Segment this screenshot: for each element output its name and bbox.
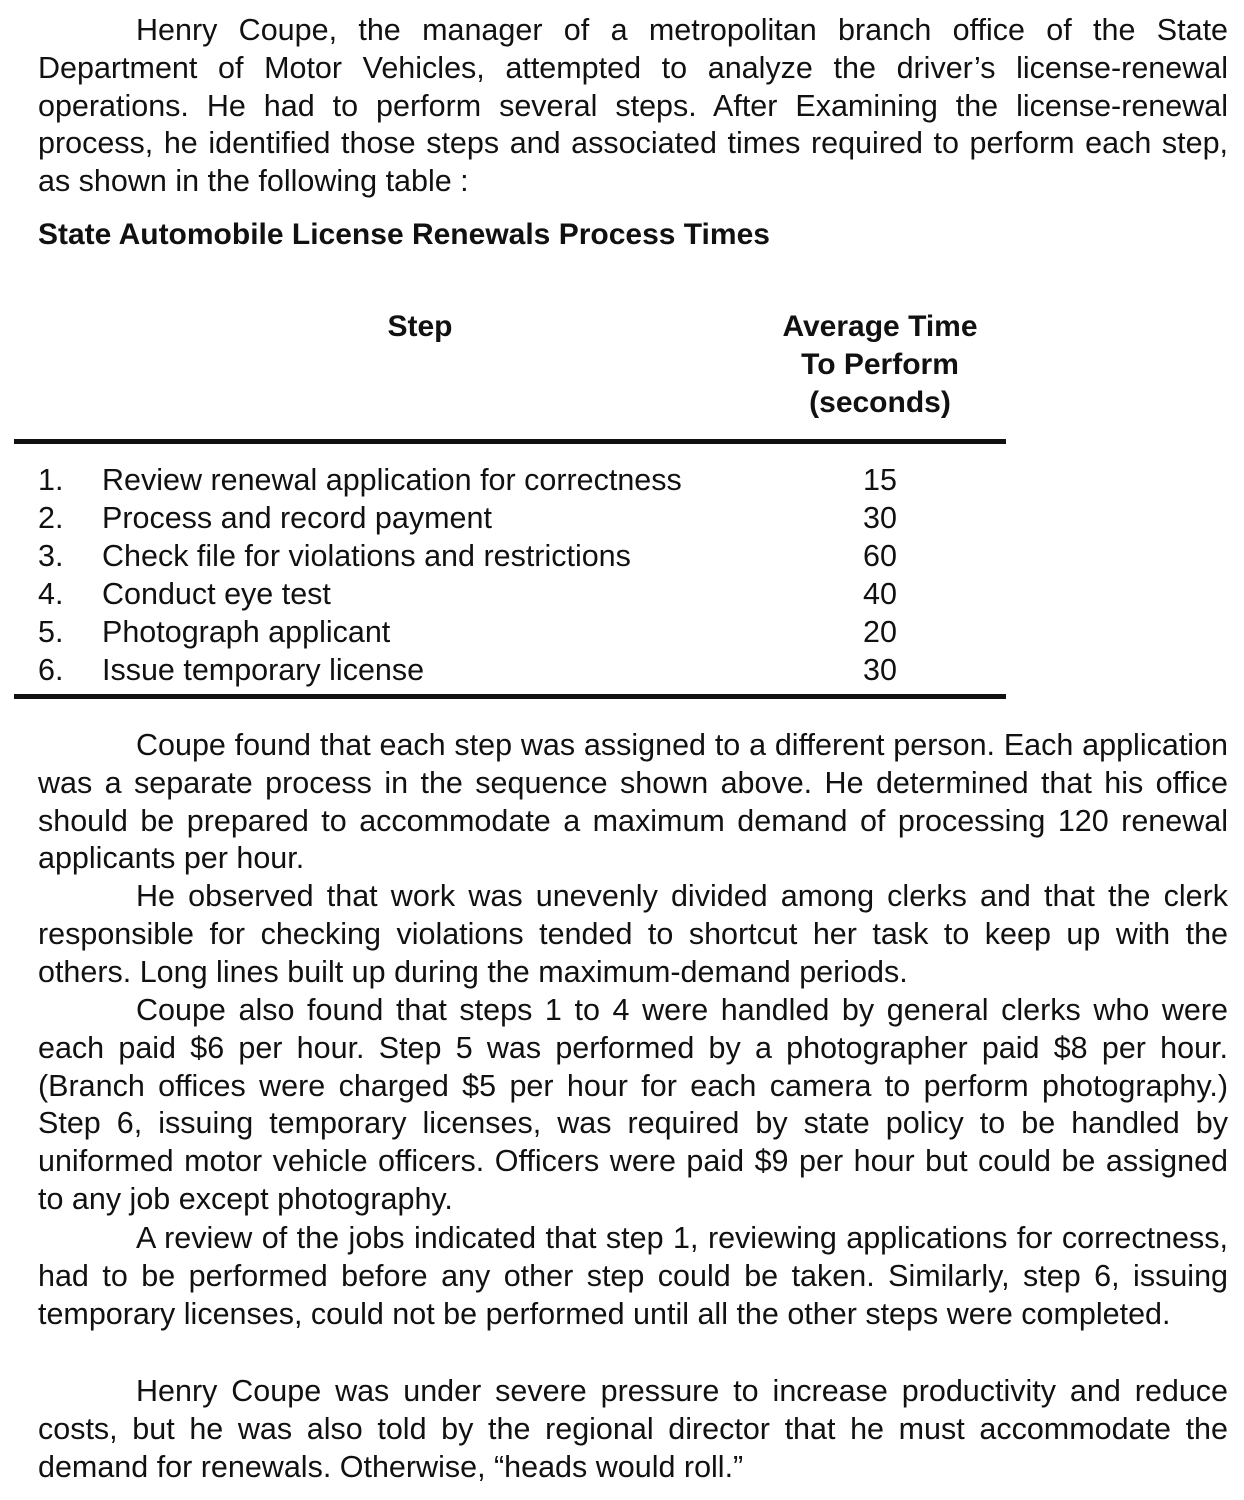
table-row <box>38 499 998 537</box>
body-paragraph-2: He observed that work was unevenly divided among clerks and that the clerk responsible for checking violations tended to shortcut her task to keep up with the others. Long lines built up during the maximum-demand periods. <box>38 879 1228 989</box>
table-bottom-rule <box>14 694 1006 699</box>
row-step-label: Photograph applicant <box>102 615 391 649</box>
table-row <box>38 461 998 499</box>
body-paragraph-4: A review of the jobs indicated that step 1, reviewing applications for correctness, had to be performed before any other step could be taken. Similarly, step 6, issuing temporary licenses, could not be performed until all the other steps were completed. <box>38 1221 1228 1331</box>
row-number: 5. <box>38 615 64 649</box>
row-time-value: 60 <box>863 539 897 573</box>
table-title: State Automobile License Renewals Process Times <box>38 218 770 251</box>
row-time-value: 40 <box>863 577 897 611</box>
column-header-time-line3: (seconds) <box>809 386 951 419</box>
body-paragraph-5: Henry Coupe was under severe pressure to increase productivity and reduce costs, but he was also told by the regional director that he must accommodate the demand for renewals. Otherwise, “heads would roll.” <box>38 1374 1228 1484</box>
column-header-step: Step <box>387 310 453 343</box>
row-step-label: Issue temporary license <box>102 653 425 687</box>
table-top-rule <box>14 439 1006 444</box>
row-time-value: 15 <box>863 463 897 497</box>
table-row <box>38 613 998 651</box>
row-step-label: Process and record payment <box>102 501 492 535</box>
row-number: 6. <box>38 653 64 687</box>
table-row <box>38 651 998 689</box>
row-step-label: Conduct eye test <box>102 577 331 611</box>
column-header-time-line2: To Perform <box>801 348 959 381</box>
table-row <box>38 537 998 575</box>
row-time-value: 20 <box>863 615 897 649</box>
row-number: 4. <box>38 577 64 611</box>
column-header-time-line1: Average Time <box>782 310 978 343</box>
row-number: 3. <box>38 539 64 573</box>
row-time-value: 30 <box>863 653 897 687</box>
intro-paragraph: Henry Coupe, the manager of a metropolitan branch office of the State Department of Motor Vehicles, attempted to analyze the driver’s license-renewal operations. He had to perform several steps. After Examining the license-renewal process, he identified those steps and associated times required to perform each step, as shown in the following table : <box>38 13 1228 199</box>
body-paragraph-1: Coupe found that each step was assigned to a different person. Each application was a separate process in the sequence shown above. He determined that his office should be prepared to accommodate a maximum demand of processing 120 renewal applicants per hour. <box>38 728 1228 876</box>
body-paragraph-3: Coupe also found that steps 1 to 4 were handled by general clerks who were each paid $6 per hour. Step 5 was performed by a photographer paid $8 per hour. (Branch offices were charged $5 per hour for each camera to perform photography.) Step 6, issuing temporary licenses, was required by state policy to be handled by uniformed motor vehicle officers. Officers were paid $9 per hour but could be assigned to any job except photography. <box>38 993 1228 1216</box>
column-header-average-time <box>740 308 1020 422</box>
row-step-label: Check file for violations and restrictions <box>102 539 631 573</box>
row-step-label: Review renewal application for correctness <box>102 463 682 497</box>
row-number: 2. <box>38 501 64 535</box>
table-row <box>38 575 998 613</box>
row-time-value: 30 <box>863 501 897 535</box>
row-number: 1. <box>38 463 64 497</box>
